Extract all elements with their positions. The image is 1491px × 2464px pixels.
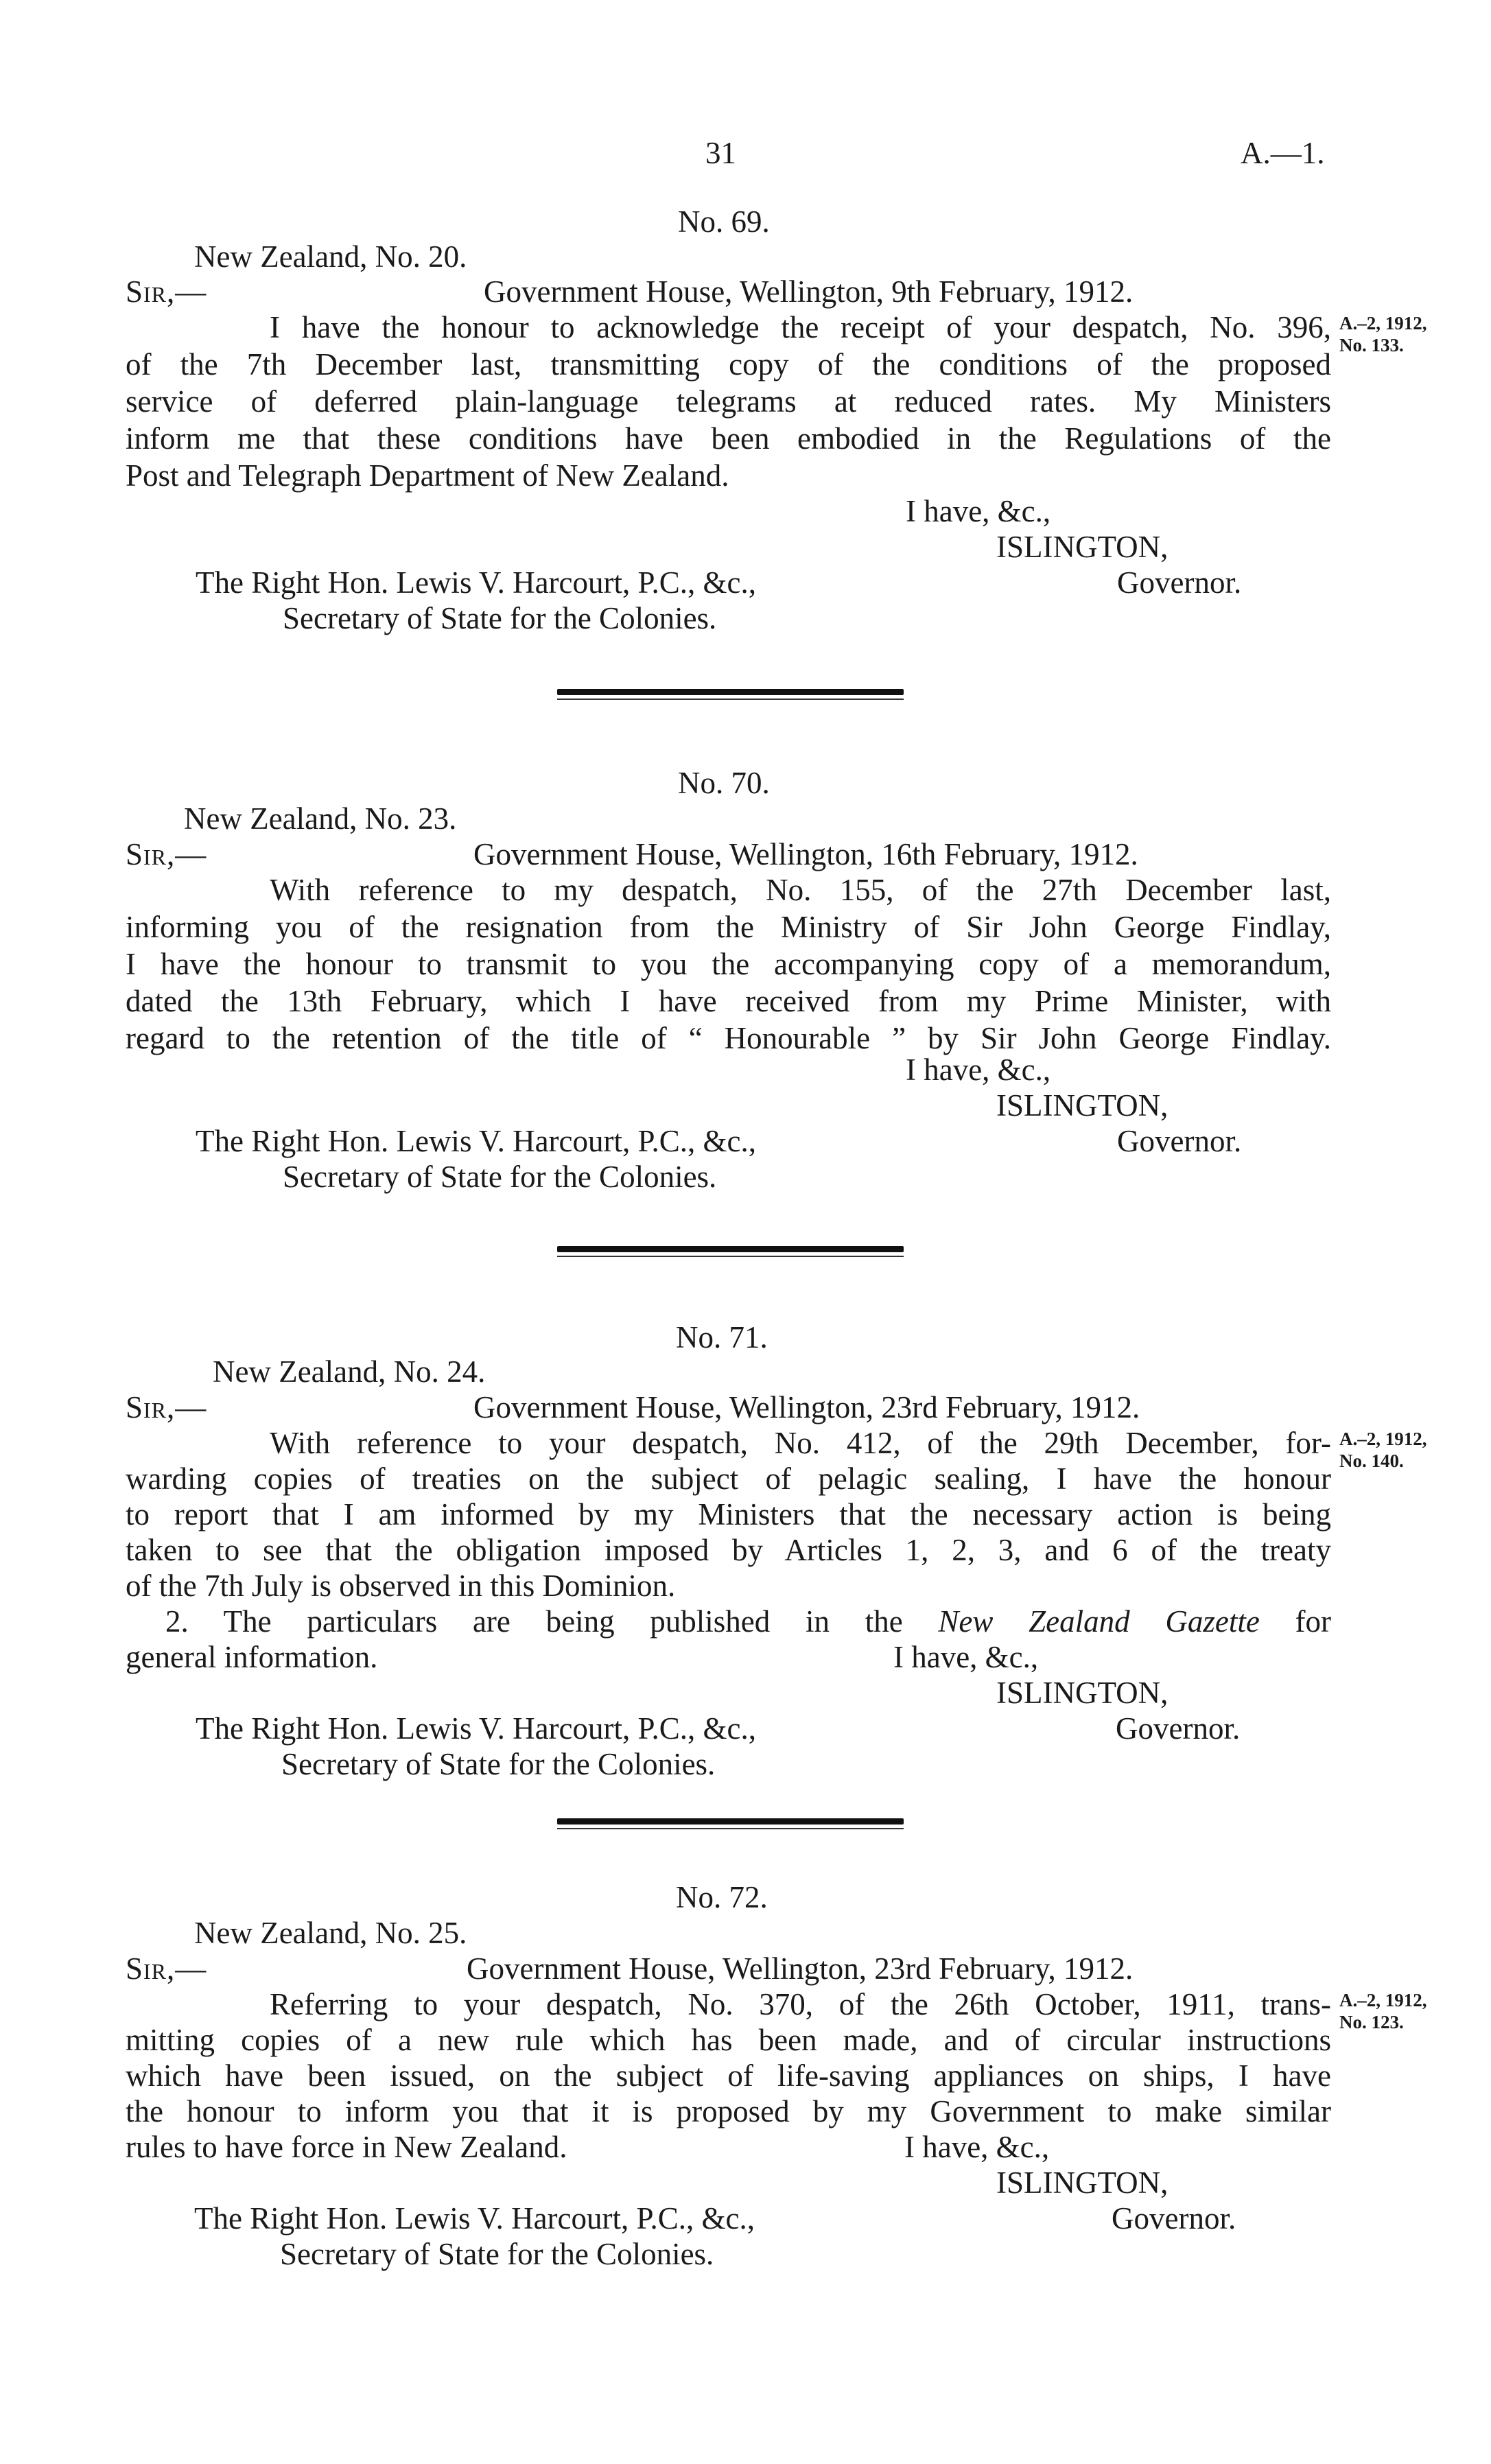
body-line: Referring to your despatch, No. 370, of the 26th October, 1911, trans- <box>270 1987 1331 2021</box>
place-date: Government House, Wellington, 23rd February, 1912. <box>467 1951 1134 1986</box>
closing: I have, &c., <box>904 2130 1050 2164</box>
body-line: inform me that these conditions have been embodied in the Regulations of the <box>126 421 1331 456</box>
despatch-number: No. 71. <box>676 1320 768 1354</box>
page-number: 31 <box>705 136 736 170</box>
section-divider <box>557 1818 904 1824</box>
signatory-title: Governor. <box>1116 1711 1241 1746</box>
closing: I have, &c., <box>893 1640 1039 1674</box>
body-line: service of deferred plain-language telegrams at reduced rates. My Ministers <box>126 384 1331 419</box>
addressee: The Right Hon. Lewis V. Harcourt, P.C., &c., <box>196 565 757 600</box>
closing: I have, &c., <box>906 1053 1051 1087</box>
despatch-number: No. 72. <box>676 1880 768 1914</box>
margin-reference: No. 140. <box>1339 1451 1404 1471</box>
salutation: Sir,— <box>126 274 207 309</box>
margin-reference: A.–2, 1912, <box>1339 1429 1427 1449</box>
body-line: informing you of the resignation from the Ministry of Sir John George Findlay, <box>126 910 1331 944</box>
signature: ISLINGTON, <box>996 2166 1169 2200</box>
nz-despatch-number: New Zealand, No. 23. <box>184 801 457 836</box>
body-line: regard to the retention of the title of “ Honourable ” by Sir John George Findlay. <box>126 1021 1331 1055</box>
signatory-title: Governor. <box>1117 565 1242 600</box>
nz-despatch-number: New Zealand, No. 25. <box>194 1916 467 1950</box>
nz-despatch-number: New Zealand, No. 24. <box>213 1354 486 1389</box>
body-line: the honour to inform you that it is proposed by my Government to make similar <box>126 2094 1331 2128</box>
paragraph-2-line: 2. The particulars are being published in the New Zealand Gazette for <box>165 1604 1332 1639</box>
body-line: I have the honour to transmit to you the accompanying copy of a memorandum, <box>126 947 1331 981</box>
addressee-office: Secretary of State for the Colonies. <box>283 601 717 635</box>
body-line: to report that I am informed by my Ministers that the necessary action is being <box>126 1497 1331 1532</box>
body-line: With reference to your despatch, No. 412, of the 29th December, for- <box>270 1426 1331 1460</box>
signatory-title: Governor. <box>1112 2201 1236 2236</box>
salutation: Sir,— <box>126 1951 207 1986</box>
gazette-title: New Zealand Gazette <box>938 1604 1260 1639</box>
despatch-number: No. 70. <box>678 766 770 800</box>
salutation: Sir,— <box>126 837 207 871</box>
addressee-office: Secretary of State for the Colonies. <box>280 2237 714 2271</box>
body-line: taken to see that the obligation imposed by Articles 1, 2, 3, and 6 of the treaty <box>126 1533 1331 1567</box>
addressee-office: Secretary of State for the Colonies. <box>281 1747 716 1781</box>
signature: ISLINGTON, <box>996 530 1169 564</box>
section-divider <box>557 689 904 695</box>
body-line: I have the honour to acknowledge the receipt of your despatch, No. 396, <box>270 310 1331 344</box>
margin-reference: A.–2, 1912, <box>1339 313 1427 333</box>
body-line: general information. <box>126 1640 378 1674</box>
document-reference: A.—1. <box>1241 136 1325 170</box>
body-line: of the 7th July is observed in this Dominion. <box>126 1569 676 1603</box>
place-date: Government House, Wellington, 9th February, 1912. <box>484 274 1134 309</box>
body-line: Post and Telegraph Department of New Zealand. <box>126 458 729 493</box>
body-line: of the 7th December last, transmitting copy of the conditions of the proposed <box>126 347 1331 382</box>
body-line: dated the 13th February, which I have received from my Prime Minister, with <box>126 984 1331 1018</box>
margin-reference: No. 123. <box>1339 2012 1404 2032</box>
addressee: The Right Hon. Lewis V. Harcourt, P.C., &c., <box>194 2201 755 2236</box>
body-line: warding copies of treaties on the subject of pelagic sealing, I have the honour <box>126 1462 1331 1496</box>
addressee-office: Secretary of State for the Colonies. <box>283 1160 717 1194</box>
place-date: Government House, Wellington, 23rd February, 1912. <box>473 1390 1140 1424</box>
margin-reference: No. 133. <box>1339 335 1404 355</box>
signatory-title: Governor. <box>1117 1124 1242 1158</box>
addressee: The Right Hon. Lewis V. Harcourt, P.C., &c., <box>196 1711 757 1746</box>
section-divider <box>557 1246 904 1252</box>
body-line: rules to have force in New Zealand. <box>126 2130 567 2164</box>
margin-reference: A.–2, 1912, <box>1339 1990 1427 2010</box>
signature: ISLINGTON, <box>996 1676 1169 1710</box>
body-line: which have been issued, on the subject of life-saving appliances on ships, I have <box>126 2058 1331 2093</box>
addressee: The Right Hon. Lewis V. Harcourt, P.C., &c., <box>196 1124 757 1158</box>
closing: I have, &c., <box>906 494 1051 528</box>
nz-despatch-number: New Zealand, No. 20. <box>194 239 467 274</box>
signature: ISLINGTON, <box>996 1088 1169 1123</box>
body-line: With reference to my despatch, No. 155, of the 27th December last, <box>270 873 1331 907</box>
body-line: mitting copies of a new rule which has been made, and of circular instructions <box>126 2023 1331 2057</box>
salutation: Sir,— <box>126 1390 207 1424</box>
place-date: Government House, Wellington, 16th February, 1912. <box>473 837 1138 871</box>
despatch-number: No. 69. <box>678 204 770 239</box>
